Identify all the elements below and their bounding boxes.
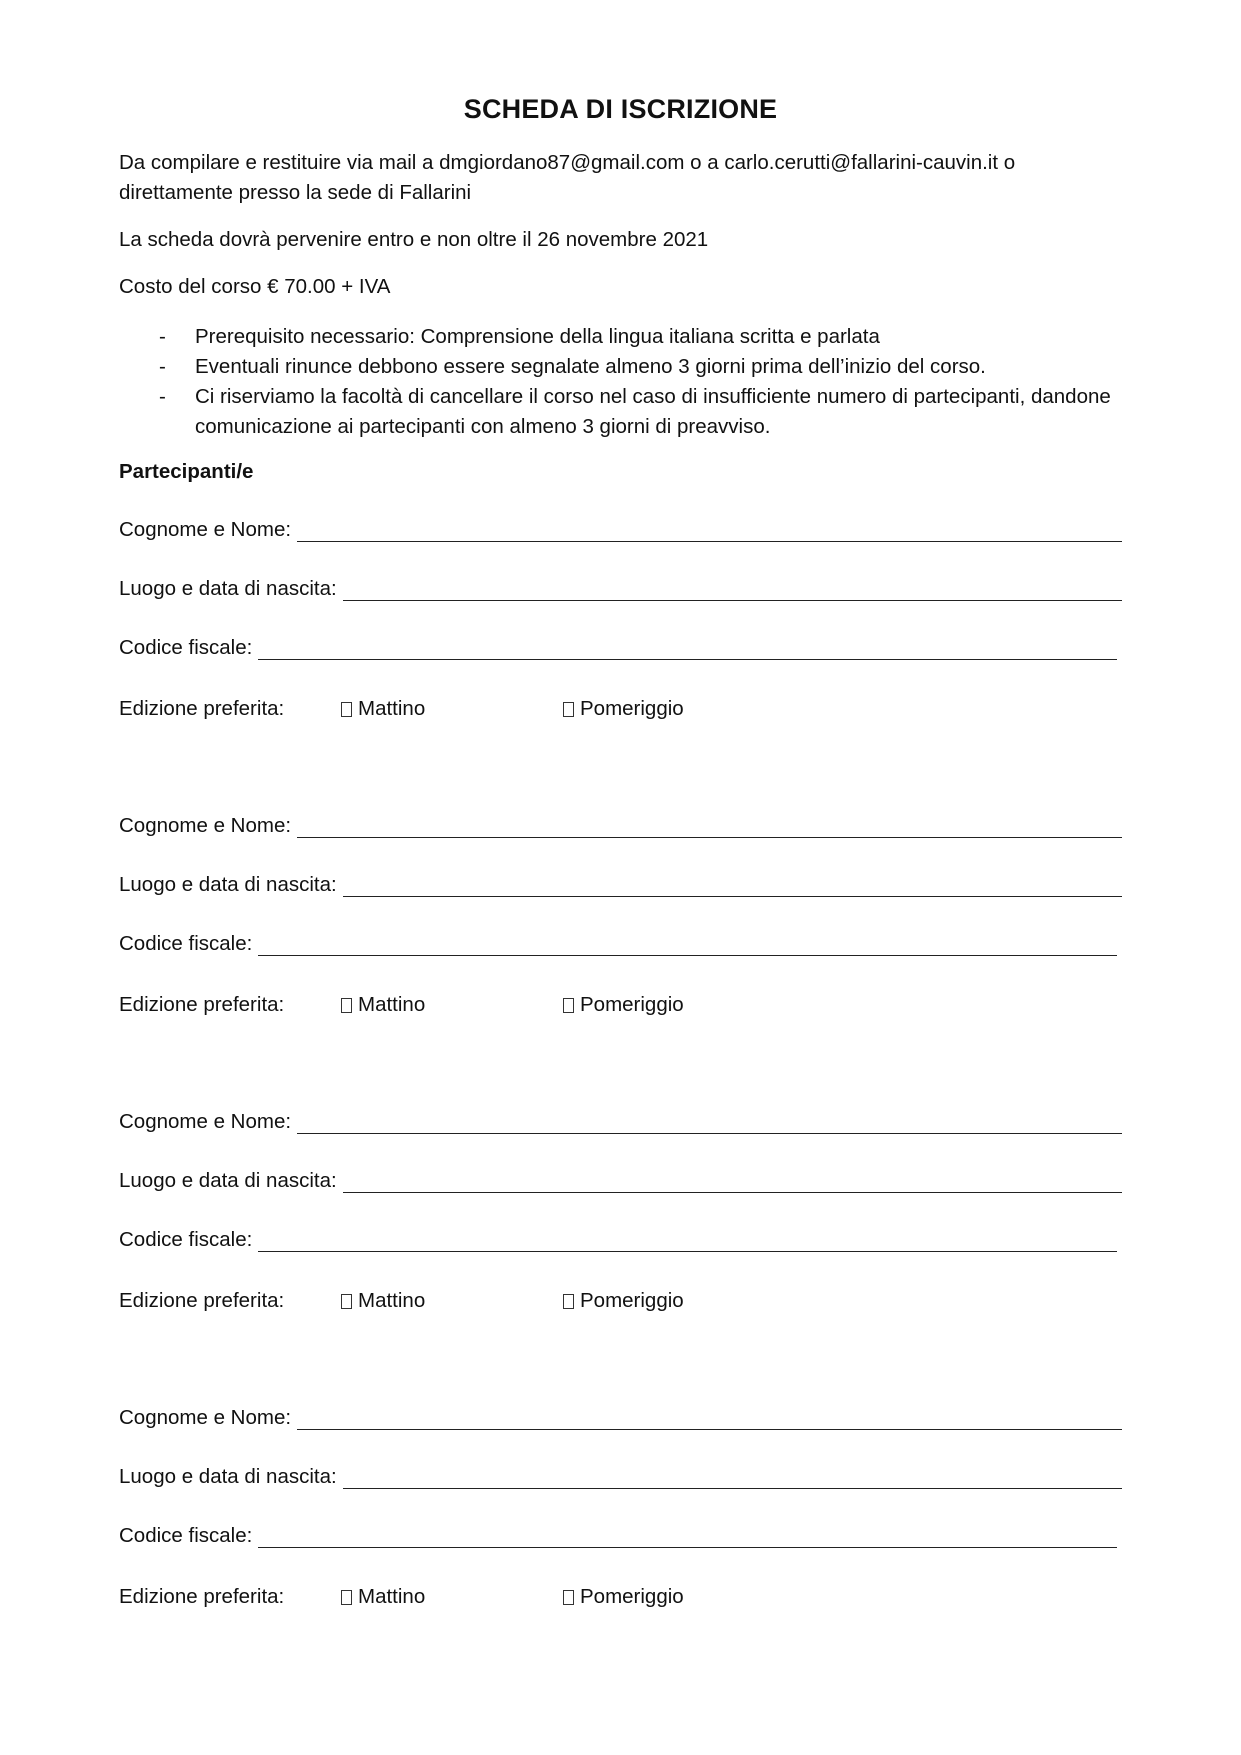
list-item bbox=[119, 382, 1129, 442]
birth-input-line[interactable] bbox=[343, 580, 1122, 601]
participant-3-birth-row bbox=[119, 1169, 1122, 1193]
list-item bbox=[119, 352, 1129, 382]
birth-label: Luogo e data di nascita: bbox=[119, 873, 337, 896]
name-input-line[interactable] bbox=[297, 521, 1122, 542]
checkbox-icon[interactable] bbox=[563, 998, 574, 1013]
tax-code-input-line[interactable] bbox=[258, 639, 1117, 660]
requirements-list bbox=[119, 322, 1129, 442]
option-afternoon-label: Pomeriggio bbox=[580, 1585, 684, 1608]
dash-marker: - bbox=[159, 355, 166, 378]
dash-marker: - bbox=[159, 385, 166, 408]
edition-label: Edizione preferita: bbox=[119, 1585, 285, 1608]
intro-line-1: Da compilare e restituire via mail a dmgiordano87@gmail.com o a carlo.cerutti@fallarini-cauvin.it o bbox=[119, 151, 1016, 174]
participant-4-name-row bbox=[119, 1406, 1122, 1430]
participant-1-edition-row bbox=[119, 697, 819, 727]
participant-3-name-row bbox=[119, 1110, 1122, 1134]
list-item-text: Eventuali rinunce debbono essere segnalate almeno 3 giorni prima dell’inizio del corso. bbox=[195, 355, 986, 378]
tax-code-input-line[interactable] bbox=[258, 935, 1117, 956]
option-morning[interactable] bbox=[341, 697, 425, 721]
birth-label: Luogo e data di nascita: bbox=[119, 1169, 337, 1192]
option-morning-label: Mattino bbox=[358, 993, 426, 1016]
birth-input-line[interactable] bbox=[343, 1468, 1122, 1489]
tax-code-label: Codice fiscale: bbox=[119, 932, 253, 955]
option-afternoon-label: Pomeriggio bbox=[580, 993, 684, 1016]
option-morning-label: Mattino bbox=[358, 697, 426, 720]
option-morning-label: Mattino bbox=[358, 1289, 426, 1312]
tax-code-label: Codice fiscale: bbox=[119, 1228, 253, 1251]
dash-marker: - bbox=[159, 325, 166, 348]
option-morning[interactable] bbox=[341, 1289, 425, 1313]
list-item-text: Prerequisito necessario: Comprensione della lingua italiana scritta e parlata bbox=[195, 325, 880, 348]
edition-label: Edizione preferita: bbox=[119, 993, 285, 1016]
checkbox-icon[interactable] bbox=[563, 702, 574, 717]
participant-3-taxcode-row bbox=[119, 1228, 1117, 1252]
birth-input-line[interactable] bbox=[343, 876, 1122, 897]
intro-instructions bbox=[119, 148, 1129, 208]
birth-label: Luogo e data di nascita: bbox=[119, 1465, 337, 1488]
tax-code-label: Codice fiscale: bbox=[119, 1524, 253, 1547]
participant-4-edition-row bbox=[119, 1585, 819, 1615]
tax-code-input-line[interactable] bbox=[258, 1231, 1117, 1252]
checkbox-icon[interactable] bbox=[563, 1294, 574, 1309]
tax-code-input-line[interactable] bbox=[258, 1527, 1117, 1548]
option-morning[interactable] bbox=[341, 993, 425, 1017]
participant-2-birth-row bbox=[119, 873, 1122, 897]
birth-input-line[interactable] bbox=[343, 1172, 1122, 1193]
page-title: SCHEDA DI ISCRIZIONE bbox=[463, 94, 778, 124]
list-item-text: Ci riserviamo la facoltà di cancellare il corso nel caso di insufficiente numero di partecipanti, dandone comunicazione ai partecipanti con almeno 3 giorni di preavviso. bbox=[195, 385, 1111, 438]
name-input-line[interactable] bbox=[297, 817, 1122, 838]
name-label: Cognome e Nome: bbox=[119, 1110, 292, 1133]
option-afternoon[interactable] bbox=[563, 1585, 684, 1609]
participant-2-edition-row bbox=[119, 993, 819, 1023]
checkbox-icon[interactable] bbox=[341, 1590, 352, 1605]
participant-1-taxcode-row bbox=[119, 636, 1117, 660]
checkbox-icon[interactable] bbox=[341, 702, 352, 717]
tax-code-label: Codice fiscale: bbox=[119, 636, 253, 659]
participant-4-birth-row bbox=[119, 1465, 1122, 1489]
name-label: Cognome e Nome: bbox=[119, 1406, 292, 1429]
name-input-line[interactable] bbox=[297, 1409, 1122, 1430]
birth-label: Luogo e data di nascita: bbox=[119, 577, 337, 600]
edition-label: Edizione preferita: bbox=[119, 697, 285, 720]
option-afternoon[interactable] bbox=[563, 993, 684, 1017]
name-input-line[interactable] bbox=[297, 1113, 1122, 1134]
option-afternoon[interactable] bbox=[563, 1289, 684, 1313]
edition-label: Edizione preferita: bbox=[119, 1289, 285, 1312]
checkbox-icon[interactable] bbox=[341, 1294, 352, 1309]
name-label: Cognome e Nome: bbox=[119, 518, 292, 541]
list-item bbox=[119, 322, 1129, 352]
deadline-text: La scheda dovrà pervenire entro e non oltre il 26 novembre 2021 bbox=[119, 228, 709, 251]
option-afternoon-label: Pomeriggio bbox=[580, 1289, 684, 1312]
participant-1-name-row bbox=[119, 518, 1122, 542]
option-afternoon-label: Pomeriggio bbox=[580, 697, 684, 720]
participant-2-taxcode-row bbox=[119, 932, 1117, 956]
option-morning[interactable] bbox=[341, 1585, 425, 1609]
participant-3-edition-row bbox=[119, 1289, 819, 1319]
checkbox-icon[interactable] bbox=[563, 1590, 574, 1605]
cost-text: Costo del corso € 70.00 + IVA bbox=[119, 275, 391, 298]
option-afternoon[interactable] bbox=[563, 697, 684, 721]
checkbox-icon[interactable] bbox=[341, 998, 352, 1013]
intro-line-2: direttamente presso la sede di Fallarini bbox=[119, 181, 472, 204]
name-label: Cognome e Nome: bbox=[119, 814, 292, 837]
participants-heading: Partecipanti/e bbox=[119, 460, 254, 483]
participant-4-taxcode-row bbox=[119, 1524, 1117, 1548]
option-morning-label: Mattino bbox=[358, 1585, 426, 1608]
participant-2-name-row bbox=[119, 814, 1122, 838]
participant-1-birth-row bbox=[119, 577, 1122, 601]
